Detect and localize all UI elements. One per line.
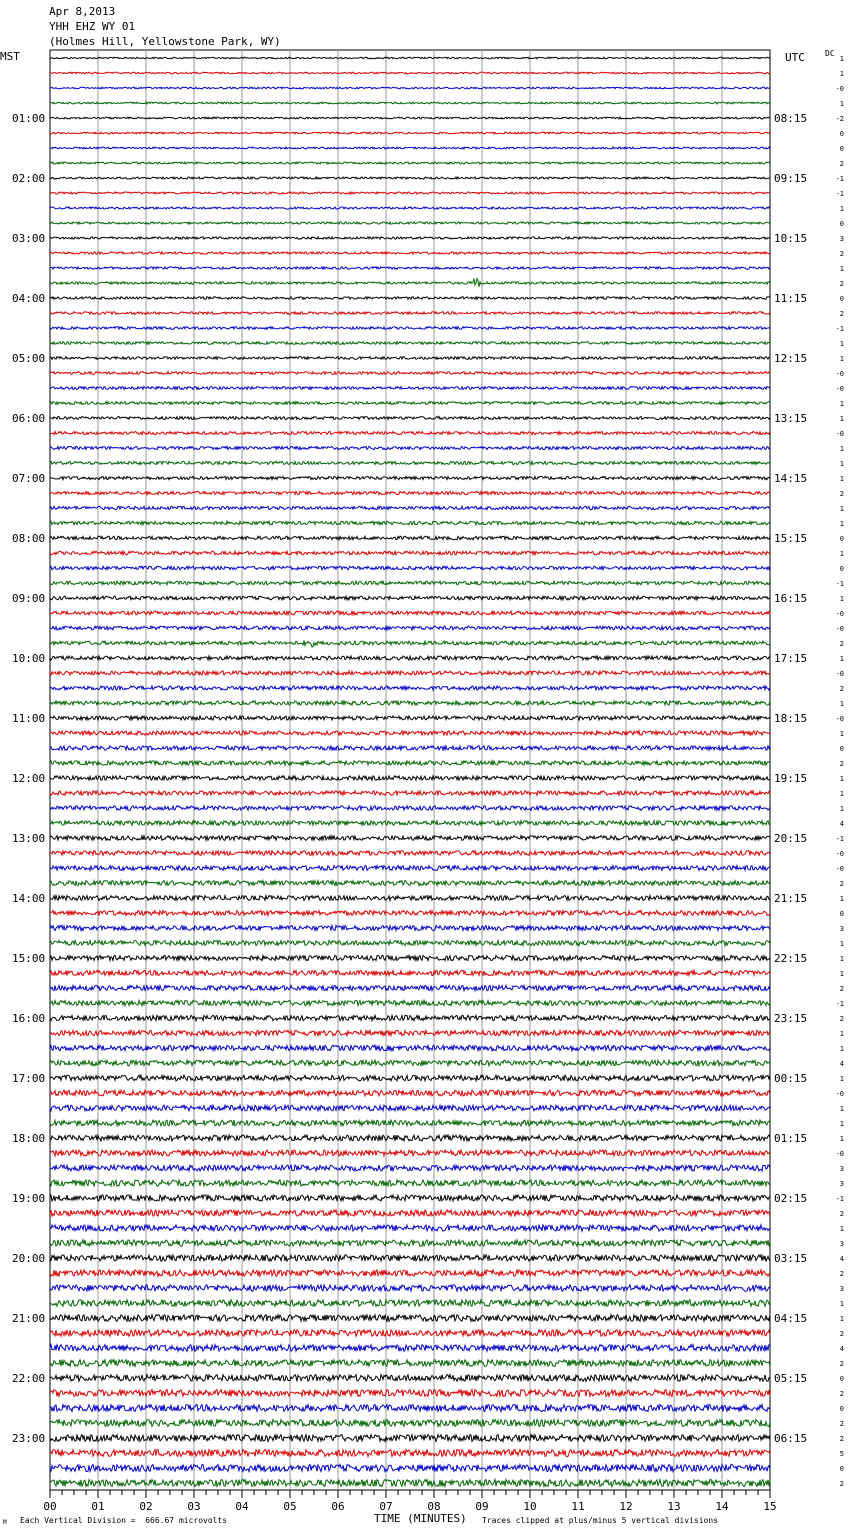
trace-line	[50, 791, 770, 795]
right-hour-label: 19:15	[774, 772, 808, 785]
trace-line	[50, 1045, 770, 1050]
trace-line	[50, 566, 770, 570]
trace-line	[50, 461, 770, 464]
trace-line	[50, 357, 770, 360]
x-tick-label: 03	[187, 1500, 201, 1513]
dc-offset-label: 1	[839, 730, 844, 738]
trace-line	[50, 1345, 770, 1352]
dc-offset-label: 2	[839, 1015, 844, 1023]
trace-line	[50, 1135, 770, 1141]
dc-offset-label: 2	[839, 1480, 844, 1488]
dc-offset-label: 1	[839, 595, 844, 603]
dc-offset-label: -0	[835, 430, 844, 438]
dc-offset-label: 2	[839, 160, 844, 168]
dc-offset-label: 3	[839, 1240, 844, 1248]
dc-offset-label: 2	[839, 1270, 844, 1278]
right-hour-label: 00:15	[774, 1072, 808, 1085]
trace-line	[50, 57, 770, 59]
dc-offset-label: -2	[835, 115, 844, 123]
right-hour-label: 22:15	[774, 952, 808, 965]
dc-column-label: DC	[825, 49, 835, 58]
dc-offset-label: -0	[835, 1090, 844, 1098]
dc-offset-label: 0	[839, 295, 844, 303]
x-tick-label: 08	[427, 1500, 441, 1513]
dc-offset-label: 0	[839, 535, 844, 543]
scale-note: Each Vertical Division = 666.67 microvolts	[20, 1516, 228, 1525]
left-hour-label: 11:00	[12, 712, 46, 725]
dc-offset-label: 1	[839, 550, 844, 558]
dc-offset-label: 2	[839, 685, 844, 693]
x-tick-label: 01	[91, 1500, 105, 1513]
x-tick-label: 06	[331, 1500, 345, 1513]
dc-offset-label: -0	[835, 850, 844, 858]
left-hour-label: 05:00	[12, 352, 46, 365]
trace-line	[50, 252, 770, 254]
trace-line	[50, 387, 770, 390]
dc-offset-label: -1	[835, 835, 844, 843]
trace-line	[50, 432, 770, 435]
trace-line	[50, 521, 770, 524]
dc-offset-label: 0	[839, 745, 844, 753]
left-hour-label: 22:00	[12, 1372, 46, 1385]
dc-offset-label: -1	[835, 1195, 844, 1203]
left-hour-label: 18:00	[12, 1132, 46, 1145]
trace-line	[50, 970, 770, 975]
dc-offset-label: 2	[839, 880, 844, 888]
dc-offset-label: 1	[839, 940, 844, 948]
trace-line	[50, 297, 770, 300]
dc-offset-label: -0	[835, 1150, 844, 1158]
trace-line	[50, 279, 770, 287]
left-hour-label: 20:00	[12, 1252, 46, 1265]
trace-line	[50, 491, 770, 494]
dc-offset-label: 2	[839, 310, 844, 318]
dc-offset-label: 2	[839, 490, 844, 498]
trace-line	[50, 985, 770, 990]
trace-line	[50, 551, 770, 555]
trace-line	[50, 866, 770, 871]
trace-line	[50, 626, 770, 630]
dc-offset-label: 1	[839, 1075, 844, 1083]
dc-offset-label: -0	[835, 385, 844, 393]
dc-offset-label: 1	[839, 475, 844, 483]
dc-offset-label: -1	[835, 175, 844, 183]
dc-offset-label: 2	[839, 1210, 844, 1218]
left-hour-label: 01:00	[12, 112, 46, 125]
dc-offset-label: 1	[839, 460, 844, 468]
left-hour-label: 09:00	[12, 592, 46, 605]
trace-line	[50, 1210, 770, 1216]
trace-line	[50, 1479, 770, 1486]
trace-line	[50, 327, 770, 330]
trace-line	[50, 1225, 770, 1231]
dc-offset-label: -0	[835, 670, 844, 678]
trace-line	[50, 1300, 770, 1306]
dc-offset-label: 2	[839, 250, 844, 258]
left-hour-label: 08:00	[12, 532, 46, 545]
dc-offset-label: 1	[839, 1135, 844, 1143]
dc-offset-label: 1	[839, 340, 844, 348]
trace-line	[50, 1075, 770, 1081]
trace-line	[50, 1030, 770, 1035]
right-hour-label: 11:15	[774, 292, 808, 305]
trace-line	[50, 821, 770, 826]
trace-line	[50, 476, 770, 479]
dc-offset-label: 3	[839, 1285, 844, 1293]
trace-line	[50, 641, 770, 648]
trace-line	[50, 117, 770, 119]
dc-offset-label: 1	[839, 1030, 844, 1038]
dc-offset-label: 1	[839, 400, 844, 408]
left-hour-label: 06:00	[12, 412, 46, 425]
dc-offset-label: 1	[839, 955, 844, 963]
trace-line	[50, 1330, 770, 1337]
dc-offset-label: 0	[839, 565, 844, 573]
right-hour-label: 21:15	[774, 892, 808, 905]
trace-line	[50, 611, 770, 615]
station-location: (Holmes Hill, Yellowstone Park, WY)	[49, 35, 281, 48]
right-hour-label: 06:15	[774, 1432, 808, 1445]
trace-line	[50, 1180, 770, 1186]
dc-offset-label: 1	[839, 775, 844, 783]
trace-line	[50, 207, 770, 209]
dc-offset-label: 2	[839, 1360, 844, 1368]
right-hour-label: 02:15	[774, 1192, 808, 1205]
dc-offset-label: 2	[839, 1330, 844, 1338]
left-hour-label: 14:00	[12, 892, 46, 905]
dc-offset-label: 5	[839, 1450, 844, 1458]
trace-line	[50, 836, 770, 841]
trace-line	[50, 372, 770, 375]
dc-offset-label: -0	[835, 865, 844, 873]
trace-line	[50, 162, 770, 164]
x-tick-label: 07	[379, 1500, 393, 1513]
dc-offset-label: 1	[839, 700, 844, 708]
trace-line	[50, 941, 770, 946]
trace-line	[50, 716, 770, 720]
x-tick-label: 05	[283, 1500, 297, 1513]
left-hour-label: 04:00	[12, 292, 46, 305]
trace-line	[50, 1165, 770, 1171]
x-tick-label: 10	[523, 1500, 537, 1513]
right-hour-label: 15:15	[774, 532, 808, 545]
x-tick-label: 09	[475, 1500, 489, 1513]
trace-line	[50, 237, 770, 239]
dc-offset-label: 0	[839, 1405, 844, 1413]
trace-line	[50, 761, 770, 765]
left-hour-label: 23:00	[12, 1432, 46, 1445]
trace-line	[50, 1015, 770, 1020]
trace-line	[50, 1060, 770, 1066]
trace-line	[50, 806, 770, 811]
trace-line	[50, 192, 770, 194]
right-hour-label: 14:15	[774, 472, 808, 485]
left-hour-label: 16:00	[12, 1012, 46, 1025]
x-tick-label: 02	[139, 1500, 153, 1513]
right-timezone-label: UTC	[785, 51, 805, 64]
trace-line	[50, 1450, 770, 1457]
dc-offset-label: 3	[839, 235, 844, 243]
dc-offset-label: 4	[839, 820, 844, 828]
station-code: YHH EHZ WY 01	[49, 20, 136, 33]
trace-line	[50, 72, 770, 74]
x-tick-label: 00	[43, 1500, 57, 1513]
trace-line	[50, 1090, 770, 1096]
dc-offset-label: 4	[839, 1255, 844, 1263]
dc-offset-label: 1	[839, 520, 844, 528]
dc-offset-label: 0	[839, 220, 844, 228]
left-hour-label: 21:00	[12, 1312, 46, 1325]
dc-offset-label: 1	[839, 100, 844, 108]
trace-line	[50, 446, 770, 449]
trace-line	[50, 1255, 770, 1261]
trace-line	[50, 926, 770, 931]
trace-line	[50, 1150, 770, 1156]
trace-line	[50, 132, 770, 134]
trace-line	[50, 1120, 770, 1126]
left-hour-label: 12:00	[12, 772, 46, 785]
x-tick-label: 13	[667, 1500, 681, 1513]
clip-note: Traces clipped at plus/minus 5 vertical divisions	[482, 1516, 719, 1525]
trace-line	[50, 147, 770, 149]
dc-offset-label: 1	[839, 205, 844, 213]
x-tick-label: 11	[571, 1500, 585, 1513]
trace-line	[50, 1375, 770, 1382]
dc-offset-label: 2	[839, 280, 844, 288]
left-hour-label: 02:00	[12, 172, 46, 185]
trace-line	[50, 851, 770, 856]
right-hour-label: 20:15	[774, 832, 808, 845]
trace-line	[50, 1390, 770, 1397]
right-hour-label: 08:15	[774, 112, 808, 125]
dc-offset-label: -1	[835, 325, 844, 333]
trace-line	[50, 1465, 770, 1472]
trace-line	[50, 1000, 770, 1005]
dc-offset-label: 1	[839, 1225, 844, 1233]
dc-offset-label: 4	[839, 1060, 844, 1068]
dc-offset-label: 2	[839, 640, 844, 648]
dc-offset-label: -0	[835, 370, 844, 378]
right-hour-label: 17:15	[774, 652, 808, 665]
trace-line	[50, 102, 770, 104]
dc-offset-label: -1	[835, 580, 844, 588]
right-hour-label: 04:15	[774, 1312, 808, 1325]
trace-line	[50, 222, 770, 224]
right-hour-label: 18:15	[774, 712, 808, 725]
trace-line	[50, 417, 770, 420]
trace-line	[50, 506, 770, 509]
left-hour-label: 13:00	[12, 832, 46, 845]
right-hour-label: 01:15	[774, 1132, 808, 1145]
dc-offset-label: 3	[839, 1165, 844, 1173]
dc-offset-label: -1	[835, 1000, 844, 1008]
trace-line	[50, 911, 770, 916]
dc-offset-label: 1	[839, 355, 844, 363]
trace-line	[50, 1315, 770, 1321]
dc-offset-label: 0	[839, 910, 844, 918]
dc-offset-label: 4	[839, 1345, 844, 1353]
left-hour-label: 17:00	[12, 1072, 46, 1085]
dc-offset-label: 1	[839, 1120, 844, 1128]
x-tick-label: 15	[763, 1500, 777, 1513]
dc-offset-label: 1	[839, 805, 844, 813]
corner-mark: M	[3, 1519, 7, 1526]
dc-offset-label: 1	[839, 445, 844, 453]
left-hour-label: 07:00	[12, 472, 46, 485]
dc-offset-label: -1	[835, 190, 844, 198]
dc-offset-label: 2	[839, 1420, 844, 1428]
trace-line	[50, 1285, 770, 1291]
dc-offset-label: 1	[839, 1315, 844, 1323]
x-tick-label: 14	[715, 1500, 729, 1513]
right-hour-label: 10:15	[774, 232, 808, 245]
left-hour-label: 10:00	[12, 652, 46, 665]
trace-line	[50, 402, 770, 405]
trace-line	[50, 87, 770, 89]
trace-line	[50, 1195, 770, 1201]
left-hour-label: 19:00	[12, 1192, 46, 1205]
dc-offset-label: 1	[839, 1105, 844, 1113]
dc-offset-label: 3	[839, 1180, 844, 1188]
trace-line	[50, 776, 770, 780]
trace-line	[50, 312, 770, 315]
x-tick-label: 12	[619, 1500, 633, 1513]
trace-line	[50, 267, 770, 269]
dc-offset-label: 1	[839, 55, 844, 63]
trace-line	[50, 701, 770, 705]
dc-offset-label: 1	[839, 790, 844, 798]
dc-offset-label: 1	[839, 895, 844, 903]
trace-line	[50, 536, 770, 539]
left-timezone-label: MST	[0, 50, 20, 63]
trace-line	[50, 177, 770, 179]
trace-line	[50, 1105, 770, 1111]
dc-offset-label: 0	[839, 130, 844, 138]
trace-line	[50, 342, 770, 345]
x-tick-label: 04	[235, 1500, 249, 1513]
dc-offset-label: 2	[839, 760, 844, 768]
plot-date: Apr 8,2013	[49, 5, 116, 18]
dc-offset-label: 1	[839, 70, 844, 78]
dc-offset-label: -0	[835, 715, 844, 723]
trace-line	[50, 746, 770, 750]
trace-line	[50, 581, 770, 585]
dc-offset-label: 1	[839, 505, 844, 513]
trace-line	[50, 1240, 770, 1246]
trace-line	[50, 1435, 770, 1442]
trace-line	[50, 1270, 770, 1276]
dc-offset-label: 3	[839, 925, 844, 933]
dc-offset-label: -0	[835, 85, 844, 93]
trace-line	[50, 671, 770, 675]
dc-offset-label: 1	[839, 970, 844, 978]
right-hour-label: 23:15	[774, 1012, 808, 1025]
dc-offset-label: 2	[839, 985, 844, 993]
right-hour-label: 12:15	[774, 352, 808, 365]
trace-line	[50, 956, 770, 961]
dc-offset-label: 1	[839, 415, 844, 423]
dc-offset-label: 1	[839, 265, 844, 273]
dc-offset-label: 2	[839, 1435, 844, 1443]
left-hour-label: 03:00	[12, 232, 46, 245]
trace-line	[50, 686, 770, 690]
dc-offset-label: 0	[839, 1375, 844, 1383]
trace-line	[50, 881, 770, 886]
dc-offset-label: 2	[839, 1390, 844, 1398]
trace-line	[50, 596, 770, 600]
dc-offset-label: 1	[839, 1045, 844, 1053]
right-hour-label: 05:15	[774, 1372, 808, 1385]
dc-offset-label: 0	[839, 1465, 844, 1473]
dc-offset-label: -0	[835, 625, 844, 633]
right-hour-label: 13:15	[774, 412, 808, 425]
dc-offset-label: 1	[839, 1300, 844, 1308]
trace-line	[50, 896, 770, 901]
trace-line	[50, 1405, 770, 1412]
right-hour-label: 03:15	[774, 1252, 808, 1265]
trace-line	[50, 731, 770, 735]
dc-offset-label: 1	[839, 655, 844, 663]
trace-line	[50, 656, 770, 660]
left-hour-label: 15:00	[12, 952, 46, 965]
trace-line	[50, 1420, 770, 1427]
dc-offset-label: 0	[839, 145, 844, 153]
right-hour-label: 16:15	[774, 592, 808, 605]
right-hour-label: 09:15	[774, 172, 808, 185]
x-axis-title: TIME (MINUTES)	[374, 1512, 467, 1525]
trace-line	[50, 1360, 770, 1367]
dc-offset-label: -0	[835, 610, 844, 618]
